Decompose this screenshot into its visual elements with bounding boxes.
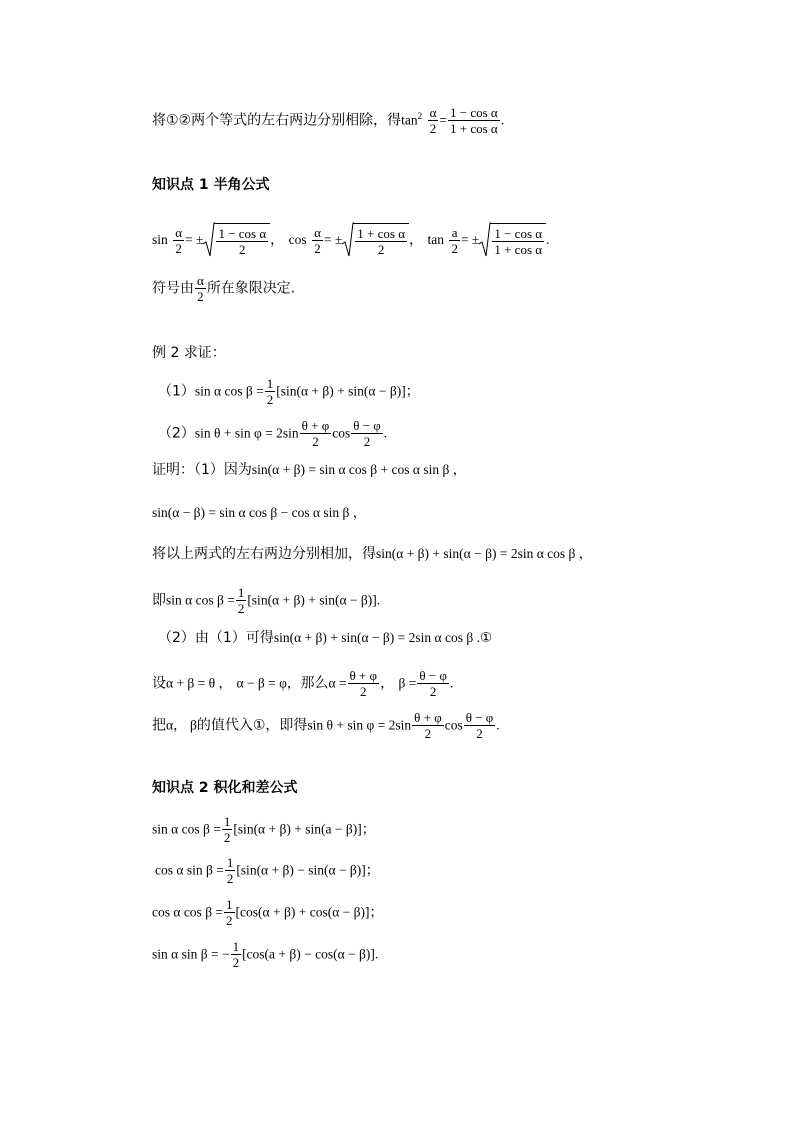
section-title-kp2: 知识点 2 积化和差公式 [152,780,298,796]
proof-line-7: 把α， β的值代入①，即得sin θ + sin φ = 2sin $\frac{\theta + \varphi}{2}$ cos $\frac{\theta - \varphi}{2}$ . [152,710,500,741]
section-title-kp1: 知识点 1 半角公式 [152,177,270,193]
sign-note: 符号由 $\frac{\alpha}{2}$ 所在象限决定. [152,273,296,304]
product-to-sum-formula-2: cos α sin β = $\frac{1}{2}$ [sin(α + β) − sin(α − β)]； [155,855,380,886]
product-to-sum-formula-4: sin α sin β = − $\frac{1}{2}$ [cos(a + β) − cos(α − β)]. [152,939,379,970]
ratio-line: 将①②两个等式的左右两边分别相除，得$\tan^2$ $\frac{\alpha}{2}$ = $\frac{\text{1 − cos α}}{\text{1 + cos α}}$ . [152,105,505,136]
proof-line-4: 即sin α cos β = $\frac{1}{2}$ [sin(α + β) + sin(α − β)]. [152,585,381,616]
example-2-title: 例 2 求证： [152,345,226,361]
half-alpha-fraction: $\frac{\alpha}{2}$ [429,105,437,136]
proof-line-3: 将以上两式的左右两边分别相加，得sin(α + β) + sin(α − β) = 2sin α cos β ， [152,546,593,562]
proof-line-6: 设α + β = θ ， α − β = φ，那么α = $\frac{\theta + \varphi}{2}$ ， β = $\frac{\theta - \varphi}{2}$ . [152,668,454,699]
ratio-fraction: $\frac{\text{1 − cos α}}{\text{1 + cos α}}$ [450,105,498,136]
product-to-sum-formula-3: cos α cos β = $\frac{1}{2}$ [cos(α + β) + cos(α − β)]； [152,897,383,928]
half-angle-formulas: sin $\frac{\alpha}{2}$ = ± $\frac{\text{1 − cos α}}{2}$ ， cos $\frac{\alpha}{2}$ = ± $\frac{\text{1 + cos α}}{2}$ ， tan $\frac{a}{2}$ = ± $\frac{\text{1 − cos α}}{\text{1 + cos α}}$ . [152,222,549,258]
proof-line-5: （2）由（1）可得sin(α + β) + sin(α − β) = 2sin α cos β .① [158,630,493,646]
proof-line-1: 证明：（1）因为sin(α + β) = sin α cos β + cos α sin β ， [152,462,467,478]
sqrt-sign-icon: $\frac{\text{1 − cos α}}{\text{1 + cos α}}$ [479,222,546,258]
product-to-sum-formula-1: sin α cos β = $\frac{1}{2}$ [sin(α + β) + sin(a − β)]； [152,814,376,845]
example-2-part-2: （2）sin θ + sin φ = 2sin $\frac{\theta + \varphi}{2}$ cos $\frac{\theta - \varphi}{2}$ . [158,418,388,449]
sqrt-sign-icon: $\frac{\text{1 − cos α}}{2}$ [203,222,270,258]
example-2-part-1: （1）sin α cos β = $\frac{1}{2}$ [sin(α + β) + sin(α − β)]； [158,376,420,407]
proof-line-2: sin(α − β) = sin α cos β − cos α sin β ， [152,505,367,520]
sqrt-sign-icon: $\frac{\text{1 + cos α}}{2}$ [342,222,409,258]
